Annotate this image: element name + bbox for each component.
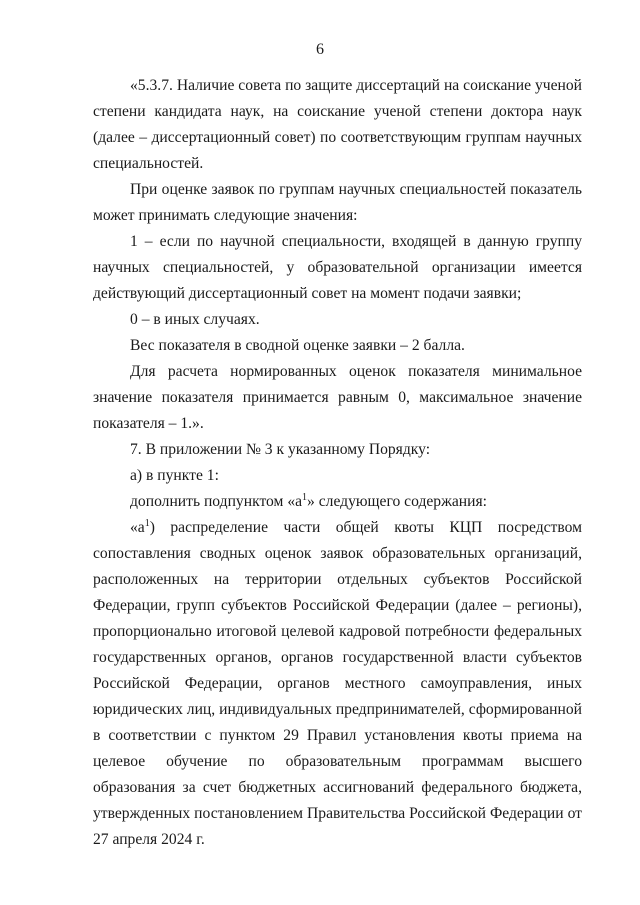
paragraph-weight: Вес показателя в сводной оценке заявки – 2 балла. — [130, 337, 465, 354]
superscript: 1 — [302, 491, 308, 503]
paragraph-assessment-values: При оценке заявок по группам научных специальностей показатель может принимать следующие значения: — [93, 181, 582, 224]
superscript: 1 — [144, 517, 150, 529]
paragraph-value-one: 1 – если по научной специальности, входящей в данную группу научных специальностей, у образовательной организации имеется действующий диссертационный совет на момент подачи заявки; — [93, 233, 582, 302]
paragraph-normalization: Для расчета нормированных оценок показателя минимальное значение показателя принимается равным 0, максимальное значение показателя – 1.». — [93, 363, 582, 432]
paragraph-add-subitem-tail: » следующего содержания: — [307, 493, 487, 510]
paragraph-add-subitem-text: дополнить подпунктом «а — [130, 493, 303, 510]
paragraph-add-subitem — [93, 489, 582, 515]
paragraph-5-3-7: «5.3.7. Наличие совета по защите диссертаций на соискание ученой степени кандидата наук, на соискание ученой степени доктора наук (далее – диссертационный совет) по соответствующим группам научных специальностей. — [93, 77, 582, 172]
page-number: 6 — [316, 41, 324, 58]
paragraph-value-zero: 0 – в иных случаях. — [130, 311, 260, 328]
paragraph-item-a: а) в пункте 1: — [130, 467, 219, 484]
paragraph-distribution-text: ) распределение части общей квоты КЦП посредством сопоставления сводных оценок заявок образовательных организаций, расположенных на территории отдельных субъектов Российской Федерации, групп субъектов Российской Федерации (далее – регионы), пропорционально итоговой целевой кадровой потребности федеральных государственных органов, органов государственной власти субъектов Российской Федерации, органов местного самоуправления, иных юридических лиц, индивидуальных предпринимателей, сформированной в соответствии с пунктом 29 Правил установления квоты приема на целевое обучение по образовательным программам высшего образования за счет бюджетных ассигнований федерального бюджета, утвержденных постановлением Правительства Российской Федерации от 27 апреля 2024 г. — [93, 519, 582, 848]
paragraph-appendix-3: 7. В приложении № 3 к указанному Порядку: — [130, 441, 431, 458]
paragraph-distribution — [93, 515, 582, 853]
paragraph-distribution-lead: «а — [130, 519, 145, 536]
document-body — [93, 73, 582, 853]
